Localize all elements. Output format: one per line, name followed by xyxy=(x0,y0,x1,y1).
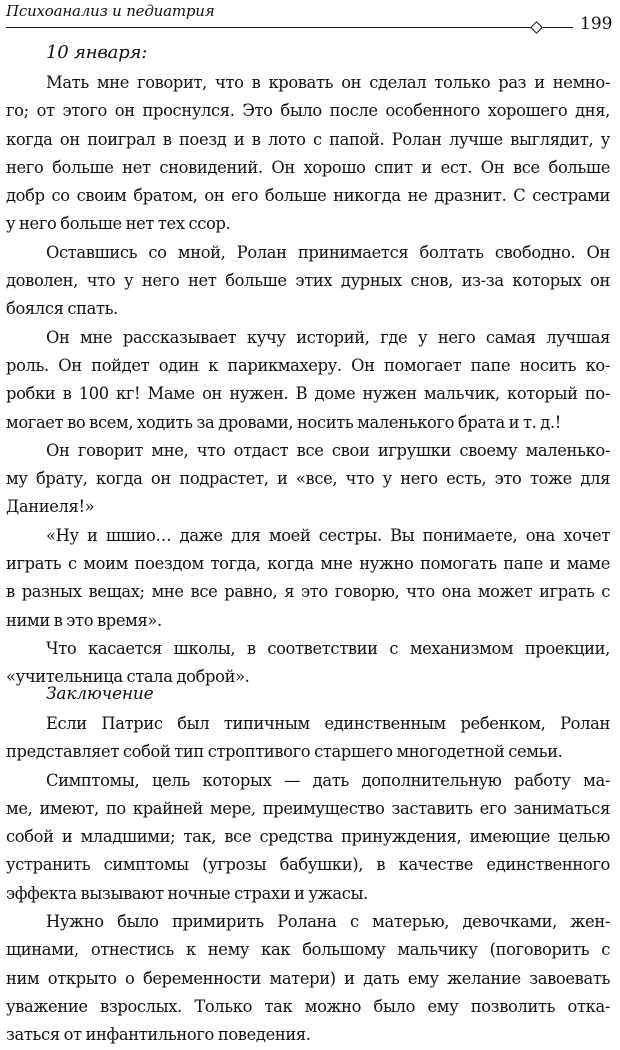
text-line: ме, имеют, по крайней мере, преимущество заставить его заниматься xyxy=(6,798,610,818)
text-line: Даниеля!» xyxy=(6,497,95,517)
text-line: эффекта вызывают ночные страхи и ужасы. xyxy=(6,883,368,903)
entry-text xyxy=(6,69,610,692)
text-line: добр со своим братом, он его больше никогда не дразнит. С сестрами xyxy=(6,186,610,206)
text-line: могает во всем, ходить за дровами, носить маленького брата и т. д.! xyxy=(6,412,561,432)
text-line: у него больше нет тех ссор. xyxy=(6,214,231,234)
header-rule xyxy=(6,27,534,28)
text-line: му брату, когда он подрастет, и «все, что у него есть, это тоже для xyxy=(6,469,610,489)
text-line: устранить симптомы (угрозы бабушки), в качестве единственного xyxy=(6,855,610,875)
text-line: в разных вещах; мне все равно, я это говорю, что она может играть с xyxy=(6,582,610,602)
header-rule-tail xyxy=(543,27,573,28)
page-number: 199 xyxy=(580,14,613,34)
text-line: собой и младшими; так, все средства принуждения, имеющие целью xyxy=(6,827,610,847)
text-line: боялся спать. xyxy=(6,299,118,319)
text-line: «учительница стала доброй». xyxy=(6,667,250,687)
conclusion-text xyxy=(6,710,610,1050)
text-line: Нужно было примирить Ролана с матерью, девочками, жен- xyxy=(46,912,610,932)
text-line: доволен, что у него нет больше этих дурных снов, из-за которых он xyxy=(6,271,610,291)
entry-date-heading: 10 января: xyxy=(46,42,148,63)
text-line: Мать мне говорит, что в кровать он сделал только раз и немно- xyxy=(46,73,610,92)
header-rule-ornament xyxy=(530,21,543,34)
text-line: уважение взрослых. Только так можно было ему позволить отка- xyxy=(6,996,610,1016)
text-line: него больше нет сновидений. Он хорошо спит и ест. Он все больше xyxy=(6,157,610,177)
text-line: роль. Он пойдет один к парикмахеру. Он помогает папе носить ко- xyxy=(6,355,610,375)
text-line: когда он поиграл в поезд и в лото с папой. Ролан лучше выглядит, у xyxy=(6,129,610,149)
text-line: играть с моим поездом тогда, когда мне нужно помогать папе и маме xyxy=(6,554,610,574)
text-line: Если Патрис был типичным единственным ребенком, Ролан xyxy=(46,714,610,733)
text-line: «Ну и шшио… даже для моей сестры. Вы понимаете, она хочет xyxy=(46,525,610,545)
text-line: Оставшись со мной, Ролан принимается болтать свободно. Он xyxy=(46,242,610,262)
text-line: робки в 100 кг! Маме он нужен. В доме нужен мальчик, который по- xyxy=(6,384,610,404)
text-line: представляет собой тип строптивого старшего многодетной семьи. xyxy=(6,742,563,762)
conclusion-heading: Заключение xyxy=(46,684,154,704)
text-line: Симптомы, цель которых — дать дополнительную работу ма- xyxy=(46,770,610,790)
text-line: го; от этого он проснулся. Это было после особенного хорошего дня, xyxy=(6,101,610,121)
text-line: Он говорит мне, что отдаст все свои игрушки своему маленько- xyxy=(46,440,610,460)
text-line: ним открыто о беременности матери) и дать ему желание завоевать xyxy=(6,968,610,988)
text-line: заться от инфантильного поведения. xyxy=(6,1025,311,1045)
running-title: Психоанализ и педиатрия xyxy=(6,2,215,20)
text-line: Что касается школы, в соответствии с механизмом проекции, xyxy=(46,638,610,658)
text-line: ними в это время». xyxy=(6,610,162,630)
text-line: щинами, отнестись к нему как большому мальчику (поговорить с xyxy=(6,940,610,960)
text-line: Он мне рассказывает кучу историй, где у него самая лучшая xyxy=(46,327,610,347)
